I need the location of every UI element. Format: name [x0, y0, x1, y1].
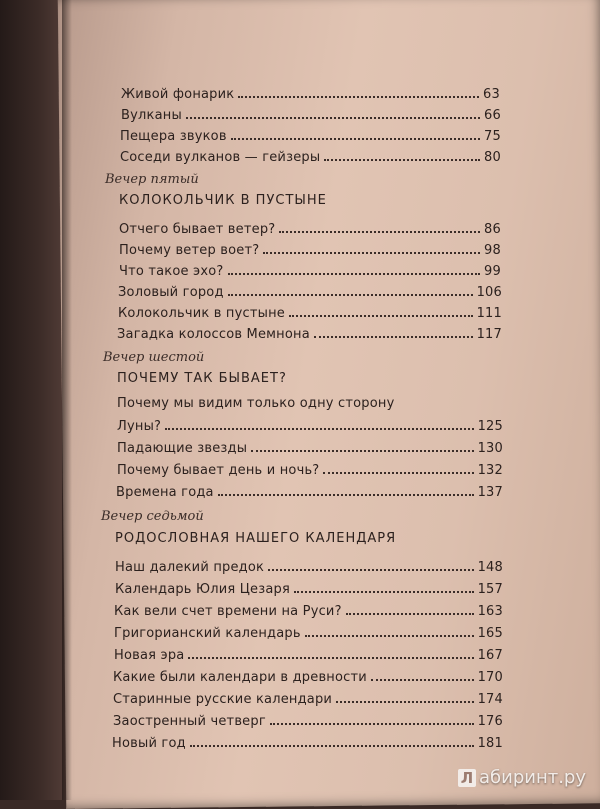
entry-title-line: Почему мы видим только одну сторону	[117, 396, 395, 411]
entry-title: Луны?	[117, 419, 162, 434]
entry-title: Падающие звезды	[117, 441, 248, 456]
dot-leader	[371, 679, 474, 681]
entry-page: 117	[476, 327, 502, 342]
dot-leader	[294, 591, 474, 593]
entry-title: Пещера звуков	[120, 129, 227, 144]
entry-title: Новый год	[112, 736, 186, 751]
entry-title: Колокольчик в пустыне	[118, 306, 286, 321]
toc-entry	[119, 259, 501, 279]
entry-title: Вулканы	[121, 108, 182, 123]
entry-title: Григорианский календарь	[114, 626, 301, 641]
entry-page: 132	[477, 463, 503, 478]
toc-entry	[115, 555, 503, 575]
dot-leader	[218, 494, 474, 496]
dot-leader	[314, 336, 473, 338]
entry-title: Почему бывает день и ночь?	[117, 463, 320, 478]
entry-title: Что такое эхо?	[119, 264, 224, 279]
dot-leader	[279, 231, 480, 233]
dot-leader	[268, 569, 474, 571]
entry-page: 157	[477, 582, 503, 597]
entry-page: 66	[484, 108, 501, 123]
toc-entry	[119, 217, 501, 237]
dot-leader	[228, 273, 481, 275]
labirint-logo-icon: Л	[458, 769, 476, 787]
dot-leader	[251, 450, 473, 452]
dot-leader	[324, 159, 480, 161]
entry-title: Золовый город	[118, 285, 224, 300]
toc-entry	[121, 82, 500, 102]
entry-page: 137	[477, 485, 503, 500]
evening-label: Вечер пятый	[105, 172, 199, 187]
toc-entry	[112, 731, 503, 751]
toc-entry	[113, 687, 503, 707]
toc-entry	[113, 665, 503, 685]
entry-title: Отчего бывает ветер?	[119, 222, 276, 237]
toc-entry	[117, 436, 503, 456]
dot-leader	[188, 657, 473, 659]
section-heading: РОДОСЛОВНАЯ НАШЕГО КАЛЕНДАРЯ	[115, 531, 397, 546]
toc-entry	[120, 145, 501, 165]
dot-leader	[270, 723, 474, 725]
toc-entry	[113, 709, 503, 729]
watermark-text: абиринт.ру	[478, 767, 586, 788]
entry-page: 106	[476, 285, 502, 300]
entry-page: 163	[477, 604, 503, 619]
toc-entry	[114, 621, 503, 641]
dot-leader	[186, 117, 480, 119]
evening-label: Вечер шестой	[103, 350, 205, 365]
dot-leader	[190, 745, 474, 747]
toc-entry	[117, 414, 503, 434]
toc-entry	[120, 124, 501, 144]
entry-title: Календарь Юлия Цезаря	[115, 582, 290, 597]
toc-entry	[119, 238, 501, 258]
entry-page: 174	[477, 692, 503, 707]
toc-entry	[114, 643, 503, 663]
entry-title: Почему ветер воет?	[119, 243, 260, 258]
dot-leader	[289, 315, 473, 317]
dot-leader	[323, 472, 473, 474]
toc-entry	[118, 301, 502, 321]
entry-page: 99	[484, 264, 501, 279]
labirint-watermark	[458, 767, 586, 788]
entry-title: Соседи вулканов — гейзеры	[120, 150, 321, 165]
entry-page: 148	[477, 560, 503, 575]
entry-title: Старинные русские календари	[113, 692, 333, 707]
entry-page: 176	[477, 714, 503, 729]
dot-leader	[228, 294, 473, 296]
section-heading: КОЛОКОЛЬЧИК В ПУСТЫНЕ	[119, 193, 327, 208]
dot-leader	[336, 701, 474, 703]
entry-page: 98	[484, 243, 501, 258]
entry-page: 125	[477, 419, 503, 434]
dot-leader	[238, 96, 479, 98]
entry-page: 170	[477, 670, 503, 685]
entry-page: 165	[477, 626, 503, 641]
entry-page: 86	[484, 222, 501, 237]
entry-title: Времена года	[116, 485, 214, 500]
evening-label: Вечер седьмой	[101, 509, 204, 524]
entry-page: 63	[483, 87, 500, 102]
dot-leader	[305, 635, 474, 637]
entry-page: 167	[477, 648, 503, 663]
dot-leader	[165, 428, 473, 430]
entry-title: Наш далекий предок	[115, 560, 265, 575]
entry-page: 181	[477, 736, 503, 751]
entry-title: Какие были календари в древности	[113, 670, 367, 685]
entry-page: 111	[476, 306, 502, 321]
entry-title: Как вели счет времени на Руси?	[114, 604, 342, 619]
toc-entry	[117, 458, 503, 478]
section-heading: ПОЧЕМУ ТАК БЫВАЕТ?	[117, 371, 287, 386]
entry-title: Новая эра	[114, 648, 185, 663]
toc-entry	[117, 322, 502, 342]
entry-title: Живой фонарик	[121, 87, 235, 102]
entry-page: 75	[484, 129, 501, 144]
entry-page: 80	[484, 150, 501, 165]
toc-entry	[121, 103, 501, 123]
entry-title: Загадка колоссов Мемнона	[117, 327, 310, 342]
toc-entry	[114, 599, 503, 619]
toc-entry	[118, 280, 502, 300]
dot-leader	[346, 613, 474, 615]
dot-leader	[263, 252, 480, 254]
dot-leader	[231, 138, 480, 140]
toc-entry	[116, 480, 503, 500]
toc-entry	[115, 577, 503, 597]
entry-title: Заостренный четверг	[113, 714, 266, 729]
entry-page: 130	[477, 441, 503, 456]
